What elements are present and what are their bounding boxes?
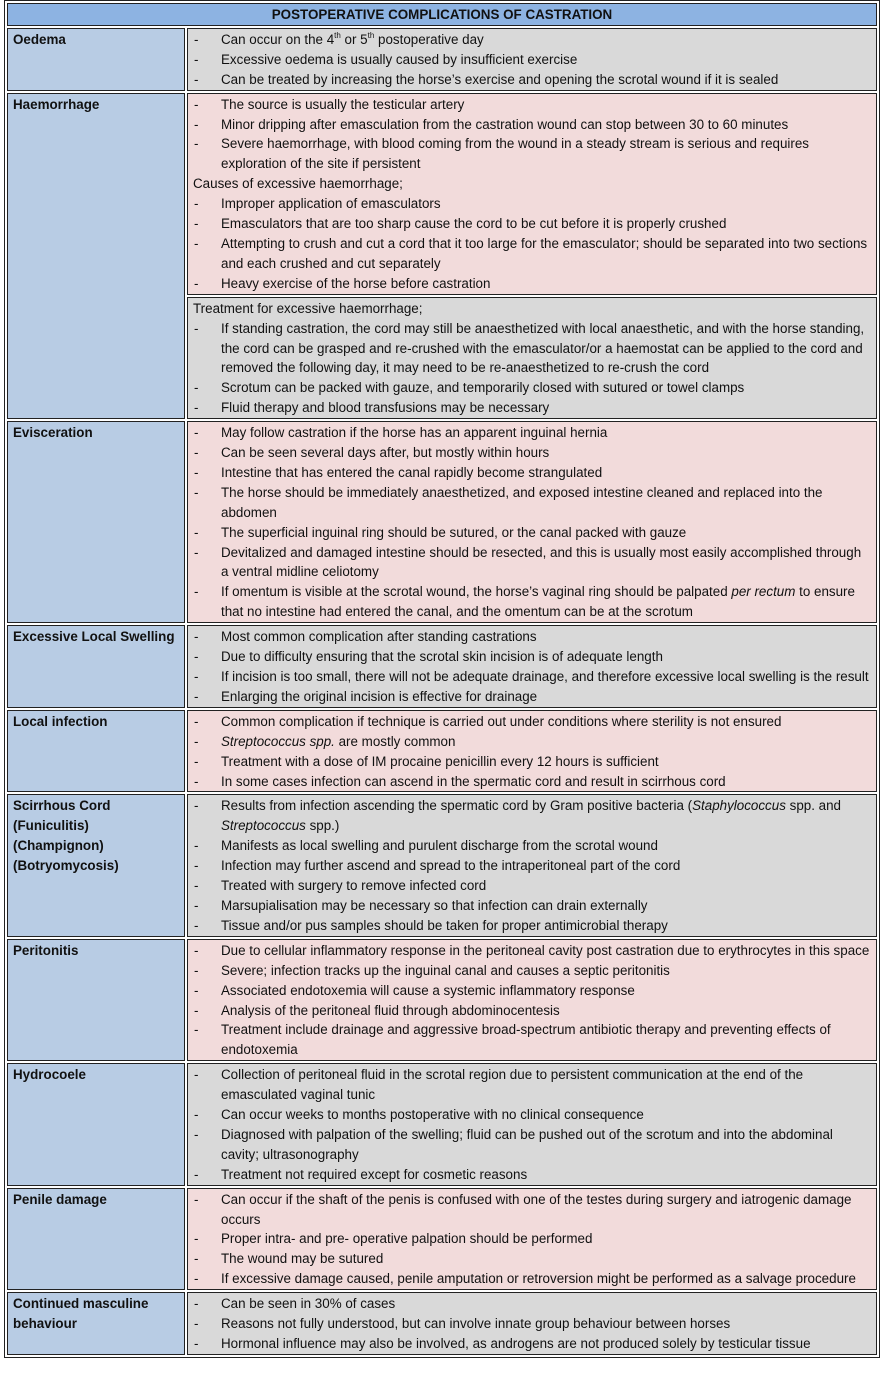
dash-bullet-icon: - [194, 484, 199, 500]
list-item [193, 398, 871, 418]
item-text: The wound may be sutured [221, 1251, 384, 1267]
table-row-excessive-local-swelling [7, 625, 877, 708]
list-item [193, 523, 871, 543]
list-item [193, 836, 871, 856]
dash-bullet-icon: - [194, 96, 199, 112]
dash-bullet-icon: - [194, 878, 199, 894]
complication-name: Hydrocoele [7, 1063, 185, 1185]
complications-table [4, 0, 880, 1358]
item-text: Can be seen several days after, but mostly within hours [221, 445, 550, 461]
document-page [4, 0, 880, 1358]
complication-details [187, 794, 877, 936]
item-text: Can be seen in 30% of cases [221, 1296, 396, 1312]
dash-bullet-icon: - [194, 216, 199, 232]
dash-bullet-icon: - [194, 1251, 199, 1267]
item-text: Devitalized and damaged intestine should be resected, and this is usually most easily accomplished through a ventral midline celiotomy [221, 544, 862, 580]
list-item [193, 378, 871, 398]
list-item [193, 1269, 871, 1289]
item-text: The source is usually the testicular artery [221, 96, 465, 112]
dash-bullet-icon: - [194, 524, 199, 540]
list-item [193, 1334, 871, 1354]
complication-name: Local infection [7, 710, 185, 793]
list-item [193, 1165, 871, 1185]
item-text: Fluid therapy and blood transfusions may be necessary [221, 400, 550, 416]
complication-name: Peritonitis [7, 939, 185, 1061]
item-text: Improper application of emasculators [221, 196, 441, 212]
list-item [193, 95, 871, 115]
dash-bullet-icon: - [194, 917, 199, 933]
complication-name: Penile damage [7, 1188, 185, 1291]
item-text: spp.) [305, 818, 340, 834]
table-row-scirrhous-cord [7, 794, 877, 936]
list-item [193, 1314, 871, 1334]
item-text: Emasculators that are too sharp cause the cord to be cut before it is properly crushed [221, 216, 727, 232]
item-text: Manifests as local swelling and purulent discharge from the scrotal wound [221, 838, 658, 854]
complication-details [187, 1292, 877, 1355]
complication-name [7, 1292, 185, 1355]
list-item [193, 916, 871, 936]
item-text: Treated with surgery to remove infected cord [221, 878, 487, 894]
item-text: Associated endotoxemia will cause a systemic inflammatory response [221, 982, 635, 998]
dash-bullet-icon: - [194, 942, 199, 958]
dash-bullet-icon: - [194, 1067, 199, 1083]
item-text: The superficial inguinal ring should be sutured, or the canal packed with gauze [221, 524, 687, 540]
item-text: Can occur weeks to months postoperative with no clinical consequence [221, 1107, 644, 1123]
table-row-evisceration [7, 421, 877, 623]
complication-name: Haemorrhage [7, 93, 185, 420]
item-text: Common complication if technique is carried out under conditions where sterility is not ensured [221, 713, 782, 729]
superscript: th [334, 30, 341, 40]
list-item [193, 543, 871, 583]
list-item [193, 856, 871, 876]
list-item [193, 752, 871, 772]
item-text: Can occur on the 4 [221, 31, 335, 47]
complication-name: Excessive Local Swelling [7, 625, 185, 708]
dash-bullet-icon: - [194, 235, 199, 251]
list-item [193, 214, 871, 234]
item-text: Hormonal influence may also be involved, as androgens are not produced solely by testicular tissue [221, 1336, 811, 1351]
dash-bullet-icon: - [194, 1191, 199, 1207]
table-row-haemorrhage [7, 93, 877, 295]
dash-bullet-icon: - [194, 897, 199, 913]
subsection-heading: Causes of excessive haemorrhage; [193, 176, 403, 192]
name-line: (Funiculitis) [13, 818, 89, 834]
table-row-oedema [7, 28, 877, 91]
complication-details [187, 1188, 877, 1291]
dash-bullet-icon: - [194, 196, 199, 212]
item-text: or 5 [340, 31, 368, 47]
dash-bullet-icon: - [194, 31, 199, 47]
table-row-peritonitis [7, 939, 877, 1061]
name-line: (Botryomycosis) [13, 858, 119, 874]
item-text: spp. and [785, 798, 841, 814]
item-text: Due to cellular inflammatory response in the peritoneal cavity post castration due to erythrocytes in this space [221, 942, 870, 958]
name-line: Continued masculine [13, 1296, 149, 1312]
name-line: behaviour [13, 1316, 77, 1332]
subsection-heading: Treatment for excessive haemorrhage; [193, 300, 423, 316]
complication-details [187, 625, 877, 708]
dash-bullet-icon: - [194, 1316, 199, 1332]
complication-details [187, 1063, 877, 1185]
list-item [193, 1001, 871, 1021]
item-text: Treatment include drainage and aggressive broad-spectrum antibiotic therapy and preventing effects of endotoxemia [221, 1022, 831, 1058]
list-item [193, 1190, 871, 1230]
list-item [193, 1020, 871, 1060]
item-text: to ensure that no intestine had entered the canal, and the omentum can be at the scrotum [221, 584, 855, 620]
item-text: Scrotum can be packed with gauze, and temporarily closed with sutured or towel clamps [221, 380, 745, 396]
list-item [193, 1125, 871, 1165]
list-item [193, 1294, 871, 1314]
list-item [193, 796, 871, 836]
table-row-hydrocoele [7, 1063, 877, 1185]
item-text: Infection may further ascend and spread to the intraperitoneal part of the cord [221, 858, 681, 874]
list-item [193, 194, 871, 214]
dash-bullet-icon: - [194, 1296, 199, 1312]
italic-term: Streptococcus [221, 818, 306, 834]
complication-name [7, 794, 185, 936]
item-text: Minor dripping after emasculation from the castration wound can stop between 30 to 60 minutes [221, 116, 789, 132]
item-text: Treatment with a dose of IM procaine penicillin every 12 hours is sufficient [221, 753, 659, 769]
list-item [193, 70, 871, 90]
dash-bullet-icon: - [194, 380, 199, 396]
item-text: Tissue and/or pus samples should be taken for proper antimicrobial therapy [221, 917, 668, 933]
italic-term: per rectum [731, 584, 796, 600]
list-item [193, 1249, 871, 1269]
item-text: May follow castration if the horse has an apparent inguinal hernia [221, 425, 608, 441]
dash-bullet-icon: - [194, 445, 199, 461]
complication-name: Oedema [7, 28, 185, 91]
list-item [193, 1229, 871, 1249]
item-text: Diagnosed with palpation of the swelling; fluid can be pushed out of the scrotum and into the abdominal cavity; ultrasonography [221, 1126, 833, 1162]
list-item [193, 30, 871, 50]
list-item [193, 319, 871, 379]
dash-bullet-icon: - [194, 838, 199, 854]
item-text: Most common complication after standing castrations [221, 629, 537, 645]
list-item [193, 1105, 871, 1125]
item-text: If standing castration, the cord may still be anaesthetized with local anaesthetic, and with the horse standing, the cord can be grasped and re-crushed with the emasculator/or a haemostat can be applied to the cord and removed the following day, it may need to be re-anaesthetized to re-crush the cord [221, 320, 865, 376]
list-item [193, 582, 871, 622]
list-item [193, 115, 871, 135]
item-text: postoperative day [374, 31, 484, 47]
list-item [193, 234, 871, 274]
item-text: Results from infection ascending the spermatic cord by Gram positive bacteria ( [221, 798, 693, 814]
list-item [193, 463, 871, 483]
list-item [193, 712, 871, 732]
item-text: Severe; infection tracks up the inguinal canal and causes a septic peritonitis [221, 962, 670, 978]
dash-bullet-icon: - [194, 464, 199, 480]
list-item [193, 732, 871, 752]
dash-bullet-icon: - [194, 136, 199, 152]
list-item [193, 443, 871, 463]
dash-bullet-icon: - [194, 649, 199, 665]
item-text: If excessive damage caused, penile amputation or retroversion might be performed as a salvage procedure [221, 1271, 856, 1287]
complication-name: Evisceration [7, 421, 185, 623]
dash-bullet-icon: - [194, 1231, 199, 1247]
item-text: Analysis of the peritoneal fluid through abdominocentesis [221, 1002, 560, 1018]
item-text: Can occur if the shaft of the penis is confused with one of the testes during surgery and iatrogenic damage occurs [221, 1191, 852, 1227]
item-text: are mostly common [334, 733, 456, 749]
table-row-penile-damage [7, 1188, 877, 1291]
dash-bullet-icon: - [194, 1126, 199, 1142]
dash-bullet-icon: - [194, 753, 199, 769]
item-text: Treatment not required except for cosmetic reasons [221, 1166, 528, 1182]
dash-bullet-icon: - [194, 773, 199, 789]
list-item [193, 941, 871, 961]
superscript: th [367, 30, 375, 40]
list-item [193, 627, 871, 647]
dash-bullet-icon: - [194, 425, 199, 441]
dash-bullet-icon: - [194, 1271, 199, 1287]
item-text: Intestine that has entered the canal rapidly become strangulated [221, 464, 603, 480]
list-item [193, 687, 871, 707]
list-item [193, 896, 871, 916]
italic-term: Staphylococcus [692, 798, 786, 814]
item-text: Enlarging the original incision is effective for drainage [221, 688, 538, 704]
list-item [193, 876, 871, 896]
dash-bullet-icon: - [194, 51, 199, 67]
complication-details [187, 710, 877, 793]
list-item [193, 423, 871, 443]
dash-bullet-icon: - [194, 858, 199, 874]
item-text: Reasons not fully understood, but can involve innate group behaviour between horses [221, 1316, 731, 1332]
list-item [193, 961, 871, 981]
list-item [193, 274, 871, 294]
dash-bullet-icon: - [194, 584, 199, 600]
item-text: Can be treated by increasing the horse’s exercise and opening the scrotal wound if it is sealed [221, 71, 779, 87]
list-item [193, 1065, 871, 1105]
dash-bullet-icon: - [194, 962, 199, 978]
item-text: Attempting to crush and cut a cord that it too large for the emasculator; should be separated into two sections and each crushed and cut separately [221, 235, 868, 271]
item-text: Proper intra- and pre- operative palpation should be performed [221, 1231, 593, 1247]
dash-bullet-icon: - [194, 688, 199, 704]
dash-bullet-icon: - [194, 629, 199, 645]
list-item [193, 647, 871, 667]
table-title: POSTOPERATIVE COMPLICATIONS OF CASTRATION [7, 3, 877, 26]
dash-bullet-icon: - [194, 1166, 199, 1182]
item-text: Heavy exercise of the horse before castration [221, 275, 491, 291]
dash-bullet-icon: - [194, 116, 199, 132]
name-line: (Champignon) [13, 838, 104, 854]
dash-bullet-icon: - [194, 1107, 199, 1123]
name-line: Scirrhous Cord [13, 798, 111, 814]
item-text: Excessive oedema is usually caused by insufficient exercise [221, 51, 578, 67]
item-text: Due to difficulty ensuring that the scrotal skin incision is of adequate length [221, 649, 663, 665]
title-row [7, 3, 877, 26]
list-item [193, 772, 871, 792]
dash-bullet-icon: - [194, 544, 199, 560]
dash-bullet-icon: - [194, 982, 199, 998]
complication-details [187, 939, 877, 1061]
item-text: In some cases infection can ascend in the spermatic cord and result in scirrhous cord [221, 773, 726, 789]
list-item [193, 483, 871, 523]
dash-bullet-icon: - [194, 798, 199, 814]
dash-bullet-icon: - [194, 400, 199, 416]
dash-bullet-icon: - [194, 669, 199, 684]
list-item [193, 134, 871, 174]
item-text: Severe haemorrhage, with blood coming from the wound in a steady stream is serious and requires exploration of the site if persistent [221, 136, 810, 172]
list-item [193, 667, 871, 687]
item-text: Marsupialisation may be necessary so that infection can drain externally [221, 897, 648, 913]
table-row-continued-masculine-behaviour [7, 1292, 877, 1355]
item-text: If incision is too small, there will not be adequate drainage, and therefore excessive local swelling is the result [221, 669, 869, 684]
dash-bullet-icon: - [194, 320, 199, 336]
dash-bullet-icon: - [194, 275, 199, 291]
dash-bullet-icon: - [194, 733, 199, 749]
complication-details [187, 93, 877, 295]
complication-details [187, 28, 877, 91]
dash-bullet-icon: - [194, 71, 199, 87]
complication-details [187, 421, 877, 623]
treatment-details [187, 297, 877, 419]
dash-bullet-icon: - [194, 1002, 199, 1018]
table-row-local-infection [7, 710, 877, 793]
item-text: Collection of peritoneal fluid in the scrotal region due to persistent communication at the end of the emasculated vaginal tunic [221, 1067, 804, 1103]
list-item [193, 981, 871, 1001]
list-item [193, 50, 871, 70]
dash-bullet-icon: - [194, 1336, 199, 1351]
dash-bullet-icon: - [194, 713, 199, 729]
italic-term: Streptococcus spp. [221, 733, 335, 749]
dash-bullet-icon: - [194, 1022, 199, 1038]
item-text: If omentum is visible at the scrotal wound, the horse’s vaginal ring should be palpated [221, 584, 732, 600]
item-text: The horse should be immediately anaesthetized, and exposed intestine cleaned and replaced into the abdomen [221, 484, 823, 520]
